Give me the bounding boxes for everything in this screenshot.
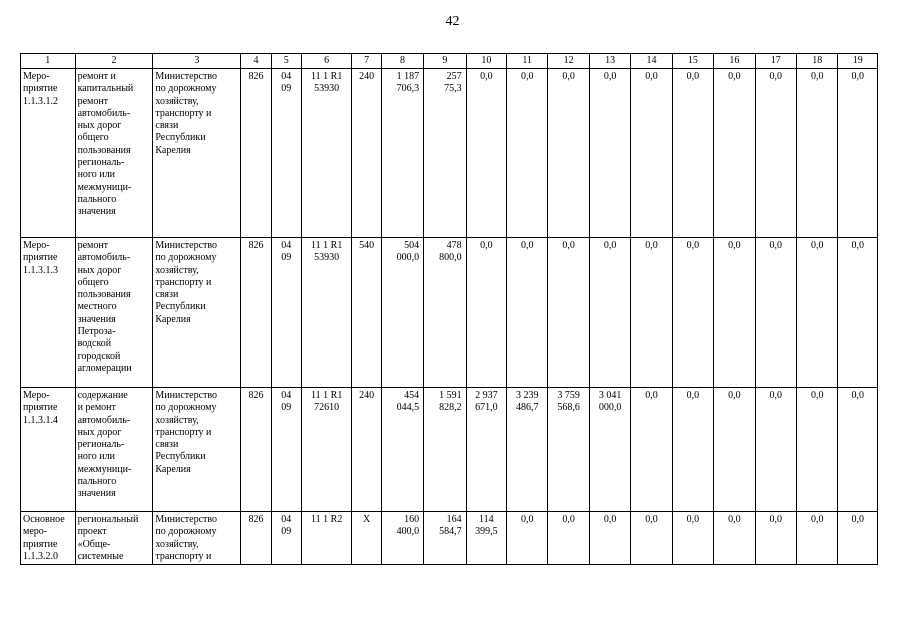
table-cell-col-14: 0,0 xyxy=(631,512,672,565)
column-header: 19 xyxy=(838,54,878,69)
table-cell-col-4: 826 xyxy=(241,512,271,565)
table-cell-col-12: 0,0 xyxy=(548,69,589,238)
column-header: 5 xyxy=(271,54,301,69)
table-cell-col-5: 04 09 xyxy=(271,512,301,565)
column-header: 2 xyxy=(75,54,153,69)
column-header: 9 xyxy=(424,54,466,69)
table-cell-col-8: 1 187 706,3 xyxy=(381,69,423,238)
table-cell-col-2: содержание и ремонт автомобиль- ных дорог региональ- ного или межмуници- пального значения xyxy=(75,388,153,512)
table-cell-col-7: 540 xyxy=(352,238,381,388)
table-cell-col-18: 0,0 xyxy=(796,388,837,512)
budget-table xyxy=(20,53,878,565)
table-row xyxy=(21,69,878,238)
table-cell-col-8: 504 000,0 xyxy=(381,238,423,388)
table-cell-col-6: 11 1 R1 53930 xyxy=(301,69,352,238)
column-header: 8 xyxy=(381,54,423,69)
table-cell-col-17: 0,0 xyxy=(755,512,796,565)
table-cell-col-12: 3 759 568,6 xyxy=(548,388,589,512)
table-cell-col-15: 0,0 xyxy=(672,69,713,238)
table-cell-col-6: 11 1 R2 xyxy=(301,512,352,565)
column-header: 18 xyxy=(796,54,837,69)
table-cell-col-6: 11 1 R1 53930 xyxy=(301,238,352,388)
page-number: 42 xyxy=(445,14,460,29)
table-cell-col-5: 04 09 xyxy=(271,69,301,238)
table-cell-col-1: Меро- приятие 1.1.3.1.2 xyxy=(21,69,76,238)
table-row xyxy=(21,512,878,565)
column-header: 11 xyxy=(507,54,548,69)
table-cell-col-2: ремонт и капитальный ремонт автомобиль- ных дорог общего пользования региональ- ного или межмуници- пального значения xyxy=(75,69,153,238)
table-cell-col-3: Министерство по дорожному хозяйству, транспорту и связи Республики Карелия xyxy=(153,69,241,238)
column-header: 14 xyxy=(631,54,672,69)
table-cell-col-19: 0,0 xyxy=(838,69,878,238)
table-row xyxy=(21,388,878,512)
table-cell-col-10: 0,0 xyxy=(466,238,506,388)
table-cell-col-9: 478 800,0 xyxy=(424,238,466,388)
table-cell-col-8: 160 400,0 xyxy=(381,512,423,565)
table-cell-col-3: Министерство по дорожному хозяйству, транспорту и xyxy=(153,512,241,565)
table-cell-col-6: 11 1 R1 72610 xyxy=(301,388,352,512)
table-cell-col-4: 826 xyxy=(241,238,271,388)
table-cell-col-11: 0,0 xyxy=(507,238,548,388)
table-cell-col-1: Меро- приятие 1.1.3.1.3 xyxy=(21,238,76,388)
table-cell-col-7: 240 xyxy=(352,69,381,238)
table-cell-col-18: 0,0 xyxy=(796,238,837,388)
table-cell-col-19: 0,0 xyxy=(838,512,878,565)
table-cell-col-4: 826 xyxy=(241,69,271,238)
table-cell-col-2: ремонт автомобиль- ных дорог общего пользования местного значения Петроза- водской городской агломерации xyxy=(75,238,153,388)
table-cell-col-11: 3 239 486,7 xyxy=(507,388,548,512)
table-cell-col-9: 1 591 828,2 xyxy=(424,388,466,512)
table-cell-col-16: 0,0 xyxy=(714,512,755,565)
column-header: 4 xyxy=(241,54,271,69)
table-cell-col-15: 0,0 xyxy=(672,388,713,512)
table-cell-col-1: Меро- приятие 1.1.3.1.4 xyxy=(21,388,76,512)
column-header: 7 xyxy=(352,54,381,69)
column-header: 15 xyxy=(672,54,713,69)
table-cell-col-19: 0,0 xyxy=(838,238,878,388)
table-cell-col-2: региональный проект «Обще- системные xyxy=(75,512,153,565)
table-cell-col-4: 826 xyxy=(241,388,271,512)
table-cell-col-18: 0,0 xyxy=(796,512,837,565)
table-cell-col-17: 0,0 xyxy=(755,238,796,388)
column-header: 3 xyxy=(153,54,241,69)
table-cell-col-16: 0,0 xyxy=(714,238,755,388)
table-cell-col-5: 04 09 xyxy=(271,238,301,388)
table-cell-col-13: 0,0 xyxy=(589,512,630,565)
table-cell-col-8: 454 044,5 xyxy=(381,388,423,512)
column-header: 12 xyxy=(548,54,589,69)
table-cell-col-18: 0,0 xyxy=(796,69,837,238)
table-cell-col-7: 240 xyxy=(352,388,381,512)
column-header: 10 xyxy=(466,54,506,69)
table-cell-col-19: 0,0 xyxy=(838,388,878,512)
table-cell-col-7: Х xyxy=(352,512,381,565)
column-header: 6 xyxy=(301,54,352,69)
table-cell-col-11: 0,0 xyxy=(507,512,548,565)
table-cell-col-14: 0,0 xyxy=(631,69,672,238)
table-cell-col-17: 0,0 xyxy=(755,388,796,512)
table-cell-col-5: 04 09 xyxy=(271,388,301,512)
table-cell-col-14: 0,0 xyxy=(631,388,672,512)
table-cell-col-14: 0,0 xyxy=(631,238,672,388)
table-cell-col-11: 0,0 xyxy=(507,69,548,238)
table-cell-col-10: 0,0 xyxy=(466,69,506,238)
table-cell-col-16: 0,0 xyxy=(714,69,755,238)
table-cell-col-17: 0,0 xyxy=(755,69,796,238)
table-cell-col-10: 2 937 671,0 xyxy=(466,388,506,512)
table-cell-col-9: 257 75,3 xyxy=(424,69,466,238)
column-header: 1 xyxy=(21,54,76,69)
table-cell-col-13: 0,0 xyxy=(589,238,630,388)
table-cell-col-16: 0,0 xyxy=(714,388,755,512)
column-header: 17 xyxy=(755,54,796,69)
column-number-row xyxy=(21,54,878,69)
column-header: 13 xyxy=(589,54,630,69)
table-cell-col-1: Основное меро- приятие 1.1.3.2.0 xyxy=(21,512,76,565)
table-cell-col-13: 0,0 xyxy=(589,69,630,238)
column-header: 16 xyxy=(714,54,755,69)
table-cell-col-9: 164 584,7 xyxy=(424,512,466,565)
table-cell-col-3: Министерство по дорожному хозяйству, транспорту и связи Республики Карелия xyxy=(153,388,241,512)
table-cell-col-15: 0,0 xyxy=(672,512,713,565)
table-cell-col-12: 0,0 xyxy=(548,512,589,565)
table-cell-col-13: 3 041 000,0 xyxy=(589,388,630,512)
table-cell-col-15: 0,0 xyxy=(672,238,713,388)
table-cell-col-10: 114 399,5 xyxy=(466,512,506,565)
table-cell-col-3: Министерство по дорожному хозяйству, транспорту и связи Республики Карелия xyxy=(153,238,241,388)
table-row xyxy=(21,238,878,388)
table-cell-col-12: 0,0 xyxy=(548,238,589,388)
